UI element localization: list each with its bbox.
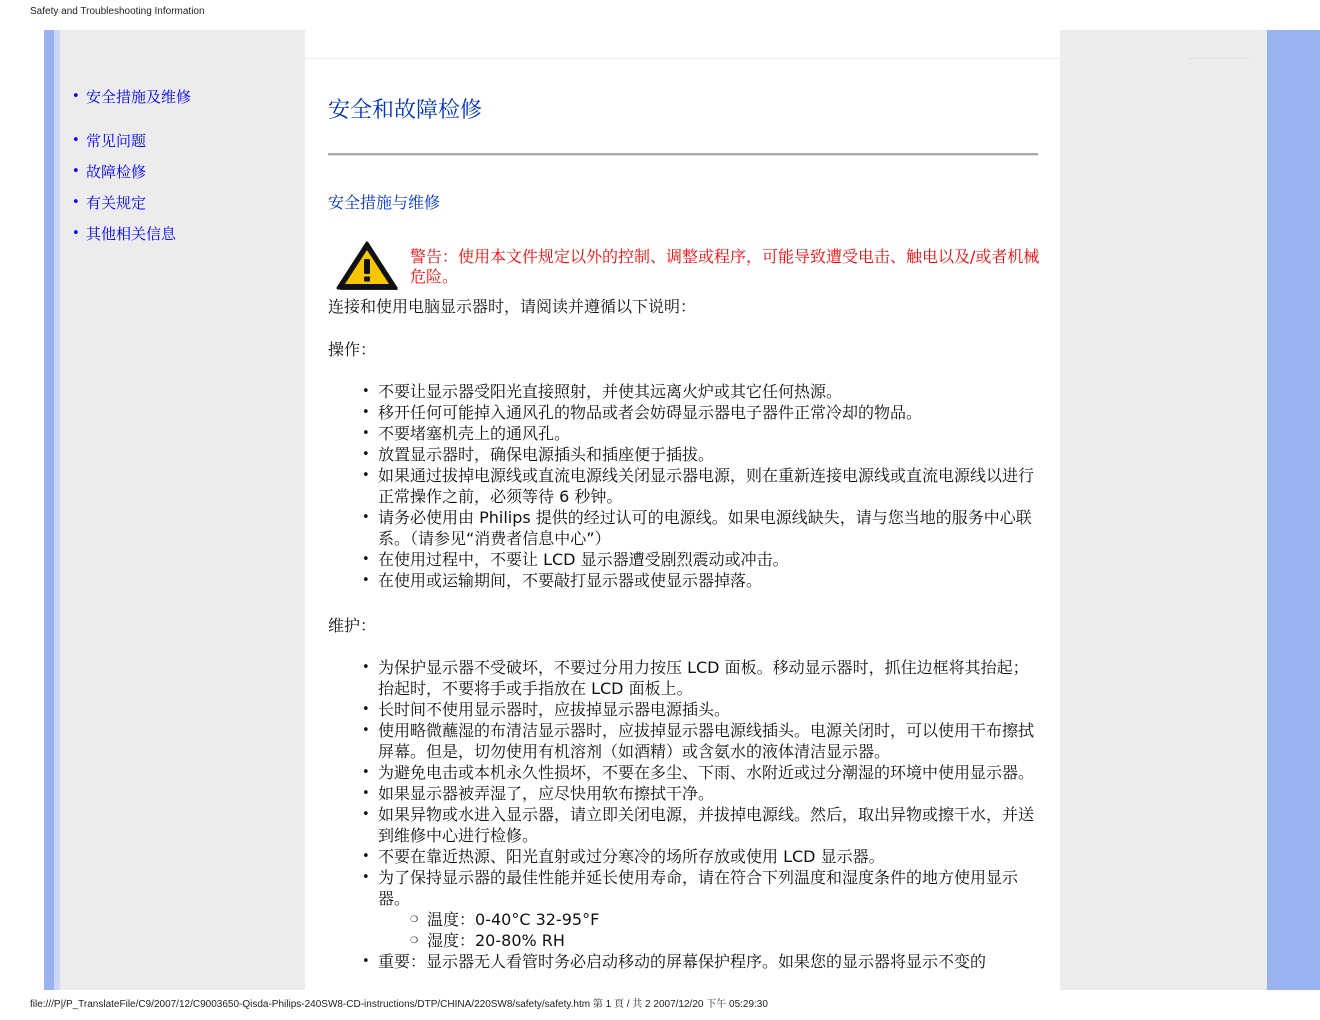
- list-item: • 如果通过拔掉电源线或直流电源线关闭显示器电源，则在重新连接电源线或直流电源线以进行正常操作之前，必须等待 6 秒钟。: [378, 465, 1040, 507]
- warning-triangle-icon: [334, 239, 400, 291]
- list-item: • 在使用或运输期间，不要敲打显示器或使显示器掉落。: [378, 570, 1040, 591]
- left-border-band: [44, 30, 54, 990]
- list-item: • 不要在靠近热源、阳光直射或过分寒冷的场所存放或使用 LCD 显示器。: [378, 846, 1040, 867]
- sidebar-link-regulatory[interactable]: • 有关规定: [72, 194, 191, 212]
- section-heading: 安全措施与维修: [328, 193, 441, 212]
- conditions-list: [378, 909, 1040, 951]
- print-footer: file:///P|/P_TranslateFile/C9/2007/12/C9003650-Qisda-Philips-240SW8-CD-instructions/DTP/CHINA/220SW8/safety/safety.htm 第 1 頁 / 共 2 2007/12/20 下午 05:29:30: [30, 999, 768, 1010]
- list-item: • 为保护显示器不受破坏，不要过分用力按压 LCD 面板。移动显示器时，抓住边框将其抬起；抬起时，不要将手或手指放在 LCD 面板上。: [378, 657, 1040, 699]
- title-divider: [328, 153, 1038, 156]
- list-item: • 为避免电击或本机永久性损坏，不要在多尘、下雨、水附近或过分潮湿的环境中使用显示器。: [378, 762, 1040, 783]
- operation-heading: 操作：: [328, 340, 377, 359]
- top-divider: [305, 58, 1060, 59]
- list-item: • 如果显示器被弄湿了，应尽快用软布擦拭干净。: [378, 783, 1040, 804]
- intro-text: 连接和使用电脑显示器时，请阅读并遵循以下说明：: [328, 297, 697, 316]
- list-item: • 长时间不使用显示器时，应拔掉显示器电源插头。: [378, 699, 1040, 720]
- list-item-text: 为了保持显示器的最佳性能并延长使用寿命，请在符合下列温度和湿度条件的地方使用显示器。: [378, 868, 1019, 908]
- maintenance-heading: 维护：: [328, 616, 377, 635]
- warning-text: 警告：使用本文件规定以外的控制、调整或程序，可能导致遭受电击、触电以及/或者机械危险。: [410, 247, 1040, 286]
- list-item: [378, 867, 1040, 951]
- right-border-band: [1267, 30, 1320, 990]
- sidebar-link-safety[interactable]: • 安全措施及维修: [72, 88, 191, 106]
- condition-item: ❍ 湿度：20-80% RH: [427, 930, 1040, 951]
- list-item: • 在使用过程中，不要让 LCD 显示器遭受剧烈震动或冲击。: [378, 549, 1040, 570]
- list-item: • 不要堵塞机壳上的通风孔。: [378, 423, 1040, 444]
- list-item: • 如果异物或水进入显示器，请立即关闭电源，并拔掉电源线。然后，取出异物或擦干水，并送到维修中心进行检修。: [378, 804, 1040, 846]
- list-item: • 不要让显示器受阳光直接照射，并使其远离火炉或其它任何热源。: [378, 381, 1040, 402]
- print-header: Safety and Troubleshooting Information: [30, 6, 205, 17]
- right-panel: [1060, 30, 1267, 990]
- list-item: • 使用略微蘸湿的布清洁显示器时，应拔掉显示器电源线插头。电源关闭时，可以使用干布擦拭屏幕。但是，切勿使用有机溶剂（如酒精）或含氨水的液体清洁显示器。: [378, 720, 1040, 762]
- list-item: • 放置显示器时，确保电源插头和插座便于插拔。: [378, 444, 1040, 465]
- list-item: • 请务必使用由 Philips 提供的经过认可的电源线。如果电源线缺失，请与您当地的服务中心联系。（请参见“消费者信息中心”）: [378, 507, 1040, 549]
- sidebar-link-faq[interactable]: • 常见问题: [72, 132, 191, 150]
- condition-item: ❍ 温度：0-40°C 32-95°F: [427, 909, 1040, 930]
- list-item: • 重要：显示器无人看管时务必启动移动的屏幕保护程序。如果您的显示器将显示不变的: [378, 951, 1040, 972]
- sidebar-link-other-info[interactable]: • 其他相关信息: [72, 225, 191, 243]
- page-title: 安全和故障检修: [328, 98, 483, 123]
- maintenance-list: [378, 657, 1040, 972]
- operation-list: [378, 381, 1040, 591]
- sidebar-nav: [72, 88, 191, 256]
- sidebar-link-troubleshooting[interactable]: • 故障检修: [72, 163, 191, 181]
- list-item: • 移开任何可能掉入通风孔的物品或者会妨碍显示器电子器件正常冷却的物品。: [378, 402, 1040, 423]
- right-panel-divider: [1188, 58, 1250, 59]
- page-frame: [0, 30, 1320, 990]
